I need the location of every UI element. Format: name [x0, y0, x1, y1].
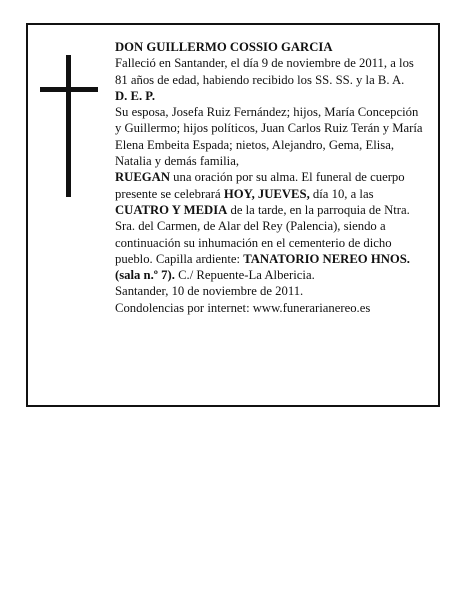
obituary-notice	[26, 23, 440, 407]
condolences-line: Condolencias por internet: www.funerarianereo.es	[115, 300, 371, 315]
funeral-day: HOY, JUEVES,	[223, 186, 310, 201]
prayer-text: una oración por su alma. El funeral de cuerpo presente se celebrará	[115, 170, 405, 201]
ruegan-text: RUEGAN	[115, 170, 170, 185]
funeral-details	[115, 169, 423, 283]
cross-horizontal-bar	[40, 87, 98, 92]
cross-vertical-bar	[66, 55, 71, 197]
funeral-date-text: día 10, a las	[309, 186, 374, 201]
place-date: Santander, 10 de noviembre de 2011.	[115, 284, 304, 299]
funeral-time: CUATRO Y MEDIA	[115, 202, 228, 217]
deceased-name: DON GUILLERMO COSSIO GARCIA	[115, 40, 333, 54]
rip-line: D. E. P.	[115, 88, 156, 103]
chapel-name: TANATORIO NEREO HNOS. (sala n.º 7).	[115, 251, 410, 283]
chapel-address: C./ Repuente-La Albericia.	[174, 268, 315, 283]
family-list: Su esposa, Josefa Ruiz Fernández; hijos, María Concepción y Guillermo; hijos políticos, Juan Carlos Ruiz Terán y María Elena Embeita Espada; nietos, Alejandro, Gema, Elisa, Natalia y demás familia,	[115, 105, 423, 169]
death-notice: Falleció en Santander, el día 9 de noviembre de 2011, a los 81 años de edad, habiendo recibido los SS. SS. y la B. A.	[115, 56, 414, 87]
cross-icon	[40, 55, 98, 197]
funeral-location: de la tarde, en la parroquia de Ntra. Sra. del Carmen, de Alar del Rey (Palencia), siendo a continuación su inhumación en el cementerio de dicho pueblo. Capilla ardiente:	[115, 202, 410, 266]
notice-body	[115, 39, 423, 316]
